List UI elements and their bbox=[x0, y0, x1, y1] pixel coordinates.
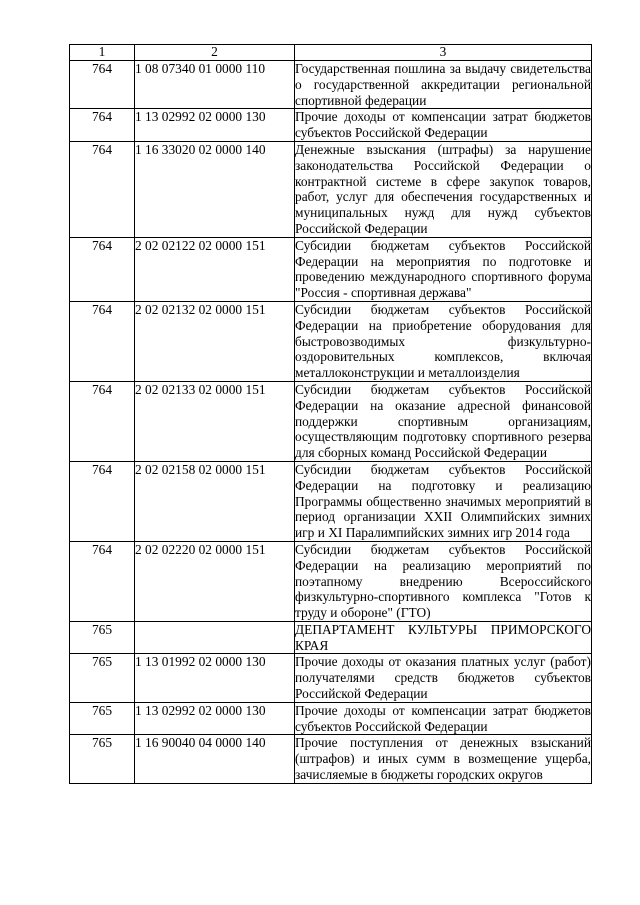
table-row bbox=[70, 141, 592, 237]
table-row bbox=[70, 461, 592, 541]
admin-code-cell: 764 bbox=[70, 141, 135, 237]
admin-code-cell: 764 bbox=[70, 237, 135, 301]
department-title-cell: ДЕПАРТАМЕНТ КУЛЬТУРЫ ПРИМОРСКОГО КРАЯ bbox=[295, 621, 591, 653]
admin-code-cell: 764 bbox=[70, 301, 135, 381]
description-cell: Субсидии бюджетам субъектов Российской Федерации на реализацию мероприятий по поэтапному внедрению Всероссийского физкультурно-спортивного комплекса "Готов к труду и обороне" (ГТО) bbox=[295, 541, 591, 621]
table-row bbox=[70, 654, 592, 702]
header-column-3: 3 bbox=[295, 45, 592, 61]
admin-code-cell: 764 bbox=[70, 381, 135, 461]
table-row bbox=[70, 237, 592, 301]
description-cell: Субсидии бюджетам субъектов Российской Федерации на подготовку и реализацию Программы общественно значимых мероприятий в период организации XXII Олимпийских зимних игр и XI Паралимпийских зимних игр 2014 года bbox=[295, 461, 591, 541]
budget-code-cell: 2 02 02158 02 0000 151 bbox=[135, 461, 295, 541]
table-row bbox=[70, 541, 592, 621]
description-cell: Прочие доходы от оказания платных услуг (работ) получателями средств бюджетов субъектов Российской Федерации bbox=[295, 654, 591, 702]
table-row bbox=[70, 109, 592, 142]
table-row bbox=[70, 702, 592, 735]
table-row bbox=[70, 61, 592, 109]
description-cell: Прочие доходы от компенсации затрат бюджетов субъектов Российской Федерации bbox=[295, 109, 591, 141]
admin-code-cell: 764 bbox=[70, 61, 135, 109]
description-cell: Денежные взыскания (штрафы) за нарушение законодательства Российской Федерации о контрактной системе в сфере закупок товаров, работ, услуг для обеспечения государственных и муниципальных нужд для нужд субъектов Российской Федерации bbox=[295, 141, 591, 236]
budget-code-cell: 1 13 02992 02 0000 130 bbox=[135, 109, 295, 142]
budget-code-cell: 2 02 02133 02 0000 151 bbox=[135, 381, 295, 461]
budget-code-cell: 2 02 02122 02 0000 151 bbox=[135, 237, 295, 301]
description-cell: Прочие поступления от денежных взысканий (штрафов) и иных сумм в возмещение ущерба, зачисляемые в бюджеты городских округов bbox=[295, 735, 591, 783]
header-column-2: 2 bbox=[135, 45, 295, 61]
budget-code-cell bbox=[135, 621, 295, 654]
table-header-row bbox=[70, 45, 592, 61]
admin-code-cell: 764 bbox=[70, 541, 135, 621]
header-column-1: 1 bbox=[70, 45, 135, 61]
admin-code-cell: 765 bbox=[70, 735, 135, 783]
table-row bbox=[70, 735, 592, 783]
budget-code-cell: 1 16 90040 04 0000 140 bbox=[135, 735, 295, 783]
budget-code-cell: 1 13 01992 02 0000 130 bbox=[135, 654, 295, 702]
budget-code-cell: 1 08 07340 01 0000 110 bbox=[135, 61, 295, 109]
admin-code-cell: 765 bbox=[70, 702, 135, 735]
description-cell: Прочие доходы от компенсации затрат бюджетов субъектов Российской Федерации bbox=[295, 702, 591, 734]
budget-code-cell: 2 02 02132 02 0000 151 bbox=[135, 301, 295, 381]
budget-code-cell: 1 13 02992 02 0000 130 bbox=[135, 702, 295, 735]
admin-code-cell: 765 bbox=[70, 621, 135, 654]
budget-code-cell: 1 16 33020 02 0000 140 bbox=[135, 141, 295, 237]
budget-code-cell: 2 02 02220 02 0000 151 bbox=[135, 541, 295, 621]
revenue-code-table bbox=[69, 44, 592, 784]
description-cell: Государственная пошлина за выдачу свидетельства о государственной аккредитации региональной спортивной федерации bbox=[295, 61, 591, 108]
table-row bbox=[70, 301, 592, 381]
admin-code-cell: 764 bbox=[70, 461, 135, 541]
table-row bbox=[70, 381, 592, 461]
description-cell: Субсидии бюджетам субъектов Российской Федерации на оказание адресной финансовой поддержки спортивным организациям, осуществляющим подготовку спортивного резерва для сборных команд Российской Федерации bbox=[295, 381, 591, 461]
description-cell: Субсидии бюджетам субъектов Российской Федерации на приобретение оборудования для быстровозводимых физкультурно-оздоровительных комплексов, включая металлоконструкции и металлоизделия bbox=[295, 301, 591, 381]
admin-code-cell: 764 bbox=[70, 109, 135, 142]
table-row-department bbox=[70, 621, 592, 654]
description-cell: Субсидии бюджетам субъектов Российской Федерации на мероприятия по подготовке и проведению международного спортивного форума "Россия - спортивная держава" bbox=[295, 237, 591, 301]
admin-code-cell: 765 bbox=[70, 654, 135, 702]
